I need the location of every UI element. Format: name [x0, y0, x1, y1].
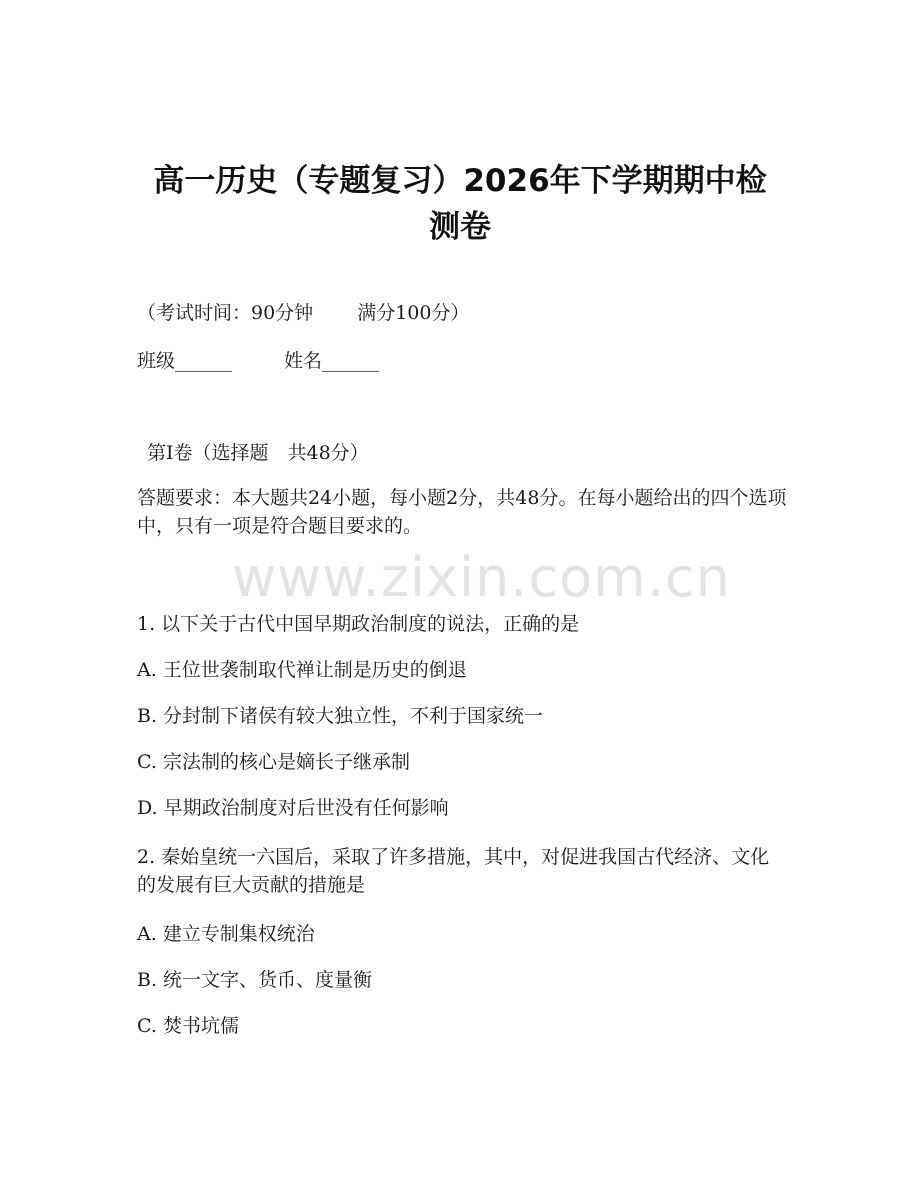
section-instructions: 答题要求：本大题共24小题，每小题2分，共48分。在每小题给出的四个选项中，只有一项是符合题目要求的。	[137, 487, 787, 537]
class-field-label: 班级______	[137, 350, 233, 372]
section-heading: 第Ⅰ卷（选择题 共48分）	[147, 442, 369, 464]
exam-info	[137, 299, 469, 327]
watermark: www.zixin.com.cn	[232, 546, 731, 609]
name-field-label: 姓名______	[284, 350, 380, 372]
question-1-option-a: A. 王位世袭制取代禅让制是历史的倒退	[137, 659, 467, 681]
question-1-option-b: B. 分封制下诸侯有较大独立性，不利于国家统一	[137, 705, 544, 727]
question-2-option-b: B. 统一文字、货币、度量衡	[137, 969, 373, 991]
exam-time: （考试时间：90分钟	[137, 302, 314, 324]
exam-score: 满分100分）	[357, 302, 470, 324]
document-title-line-2: 测卷	[429, 209, 491, 245]
question-2-stem: 2. 秦始皇统一六国后，采取了许多措施，其中，对促进我国古代经济、文化的发展有巨大贡献的措施是	[137, 846, 770, 896]
document-title-line-1: 高一历史（专题复习）2026年下学期期中检	[153, 163, 767, 199]
question-1-option-d: D. 早期政治制度对后世没有任何影响	[137, 797, 449, 819]
question-2-option-a: A. 建立专制集权统治	[137, 923, 315, 945]
question-1-stem: 1. 以下关于古代中国早期政治制度的说法，正确的是	[137, 613, 580, 635]
student-fields	[137, 347, 379, 375]
question-2-option-c: C. 焚书坑儒	[137, 1015, 239, 1037]
question-1-option-c: C. 宗法制的核心是嫡长子继承制	[137, 751, 410, 773]
